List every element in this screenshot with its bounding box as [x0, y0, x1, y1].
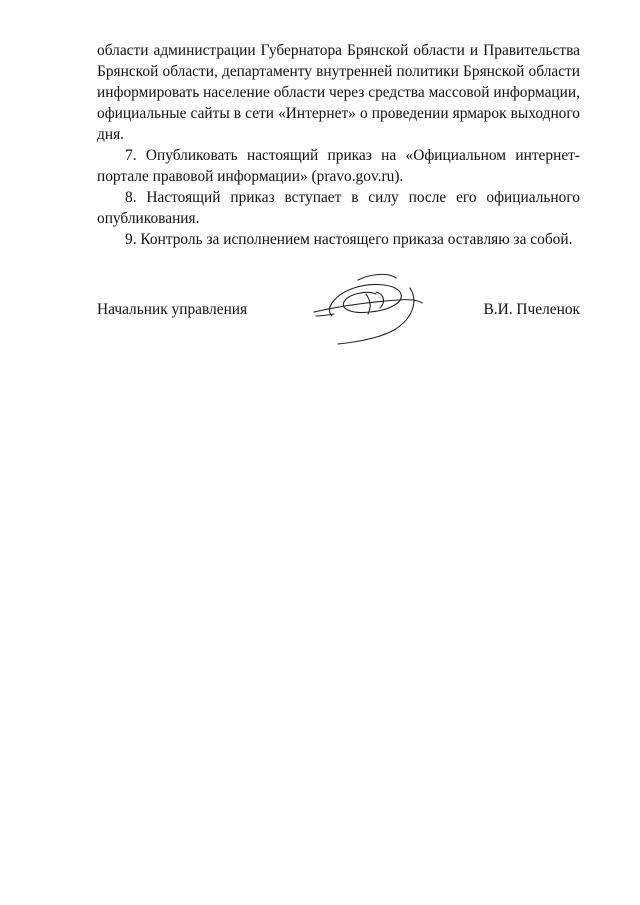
- document-body: [97, 40, 580, 250]
- handwritten-signature: [310, 270, 430, 348]
- signature-icon: [310, 270, 430, 348]
- signatory-position: Начальник управления: [97, 301, 248, 318]
- paragraph-item-7: 7. Опубликовать настоящий приказ на «Официальном интернет-портале правовой информации» (pravo.gov.ru).: [97, 147, 580, 185]
- paragraph-item-8: 8. Настоящий приказ вступает в силу после его официального опубликования.: [97, 189, 580, 227]
- paragraph-continuation: области администрации Губернатора Брянской области и Правительства Брянской области, департаменту внутренней политики Брянской области информировать население области через средства массовой информации, официальные сайты в сети «Интернет» о проведении ярмарок выходного дня.: [97, 42, 580, 143]
- paragraph-item-9: 9. Контроль за исполнением настоящего приказа оставляю за собой.: [125, 231, 573, 248]
- signatory-name: В.И. Пчеленок: [483, 301, 580, 318]
